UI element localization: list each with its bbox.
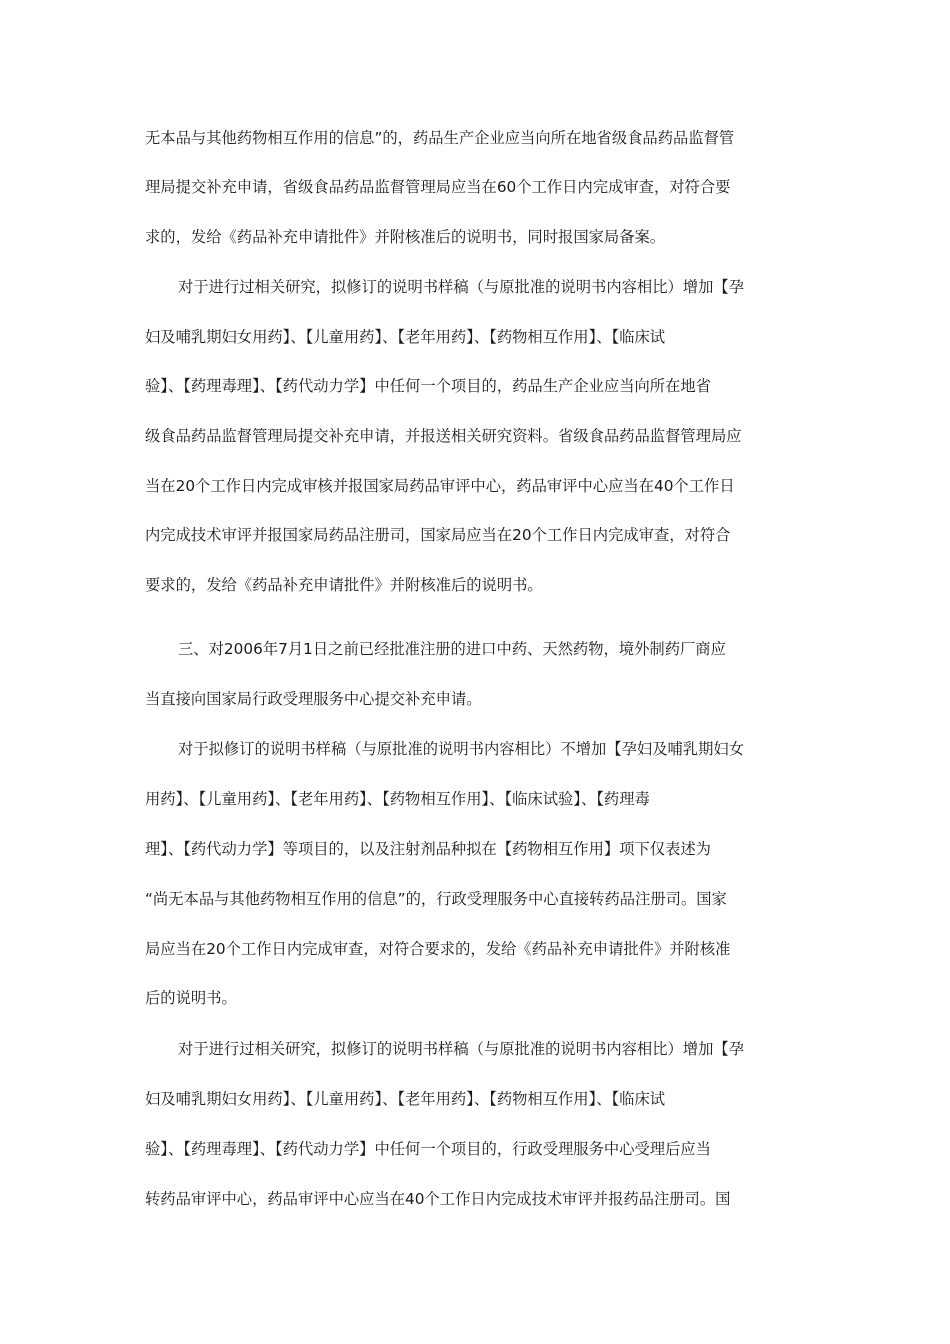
- text-line: 当直接向国家局行政受理服务中心提交补充申请。: [145, 690, 482, 708]
- text-line: 妇及哺乳期妇女用药】、【儿童用药】、【老年用药】、【药物相互作用】、【临床试: [145, 1090, 666, 1108]
- text-line: 局应当在20个工作日内完成审查，对符合要求的，发给《药品补充申请批件》并附核准: [145, 940, 731, 958]
- text-line: 妇及哺乳期妇女用药】、【儿童用药】、【老年用药】、【药物相互作用】、【临床试: [145, 328, 666, 346]
- text-line: 无本品与其他药物相互作用的信息”的，药品生产企业应当向所在地省级食品药品监督管: [145, 129, 735, 147]
- paragraph-first-line: 对于进行过相关研究，拟修订的说明书样稿（与原批准的说明书内容相比）增加【孕: [178, 278, 744, 296]
- text-line: 当在20个工作日内完成审核并报国家局药品审评中心，药品审评中心应当在40个工作日: [145, 477, 735, 495]
- text-line: 理】、【药代动力学】等项目的，以及注射剂品种拟在【药物相互作用】项下仅表述为: [145, 840, 711, 858]
- text-line: 级食品药品监督管理局提交补充申请，并报送相关研究资料。省级食品药品监督管理局应: [145, 427, 742, 445]
- paragraph-first-line: 对于拟修订的说明书样稿（与原批准的说明书内容相比）不增加【孕妇及哺乳期妇女: [178, 740, 744, 758]
- text-line: 后的说明书。: [145, 989, 237, 1007]
- text-line: 转药品审评中心，药品审评中心应当在40个工作日内完成技术审评并报药品注册司。国: [145, 1190, 731, 1208]
- section-heading-line: 三、对2006年7月1日之前已经批准注册的进口中药、天然药物，境外制药厂商应: [178, 640, 726, 658]
- text-line: 要求的，发给《药品补充申请批件》并附核准后的说明书。: [145, 576, 543, 594]
- text-line: 内完成技术审评并报国家局药品注册司，国家局应当在20个工作日内完成审查，对符合: [145, 526, 731, 544]
- text-line: 理局提交补充申请，省级食品药品监督管理局应当在60个工作日内完成审查，对符合要: [145, 178, 731, 196]
- text-line: 验】、【药理毒理】、【药代动力学】中任何一个项目的，行政受理服务中心受理后应当: [145, 1140, 711, 1158]
- text-line: 求的，发给《药品补充申请批件》并附核准后的说明书，同时报国家局备案。: [145, 228, 666, 246]
- paragraph-first-line: 对于进行过相关研究，拟修订的说明书样稿（与原批准的说明书内容相比）增加【孕: [178, 1040, 744, 1058]
- text-line: 验】、【药理毒理】、【药代动力学】中任何一个项目的，药品生产企业应当向所在地省: [145, 377, 711, 395]
- text-line: “尚无本品与其他药物相互作用的信息”的，行政受理服务中心直接转药品注册司。国家: [145, 890, 727, 908]
- text-line: 用药】、【儿童用药】、【老年用药】、【药物相互作用】、【临床试验】、【药理毒: [145, 790, 650, 808]
